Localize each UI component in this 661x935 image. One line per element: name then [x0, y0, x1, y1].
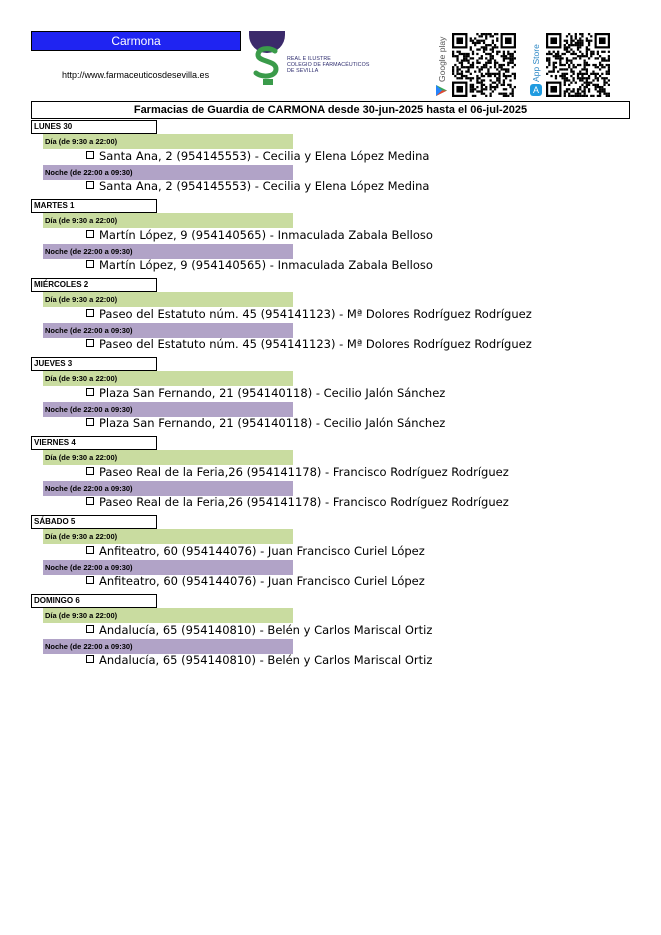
college-name	[287, 56, 369, 74]
pharmacy-text: Paseo del Estatuto núm. 45 (954141123) - Mª Dolores Rodríguez Rodríguez	[99, 307, 532, 321]
day-shift-bar: Día (de 9:30 a 22:00)	[43, 529, 293, 544]
pharmacy-text: Anfiteatro, 60 (954144076) - Juan Francisco Curiel López	[99, 544, 425, 558]
town-banner: Carmona	[31, 31, 241, 51]
day-shift-bar: Día (de 9:30 a 22:00)	[43, 450, 293, 465]
pharmacy-entry	[86, 574, 425, 588]
bullet-icon	[86, 151, 94, 159]
pharmacy-entry	[86, 386, 445, 400]
bullet-icon	[86, 576, 94, 584]
night-shift-bar: Noche (de 22:00 a 09:30)	[43, 402, 293, 417]
schedule-list	[31, 118, 631, 671]
google-play-label: Google play	[437, 36, 447, 82]
day-block	[31, 276, 631, 355]
app-store-icon[interactable]: A	[530, 84, 542, 96]
day-label: SÁBADO 5	[31, 515, 157, 529]
night-shift-bar: Noche (de 22:00 a 09:30)	[43, 323, 293, 338]
bullet-icon	[86, 546, 94, 554]
bullet-icon	[86, 655, 94, 663]
pharmacy-entry	[86, 307, 532, 321]
night-shift-bar: Noche (de 22:00 a 09:30)	[43, 244, 293, 259]
night-shift-bar: Noche (de 22:00 a 09:30)	[43, 481, 293, 496]
college-name-line: REAL E ILUSTRE	[287, 56, 331, 62]
pharmacy-entry	[86, 416, 445, 430]
pharmacy-text: Plaza San Fernando, 21 (954140118) - Cecilio Jalón Sánchez	[99, 386, 446, 400]
pharmacy-entry	[86, 149, 429, 163]
day-block	[31, 434, 631, 513]
pharmacy-entry	[86, 623, 432, 637]
day-block	[31, 197, 631, 276]
pharmacy-text: Andalucía, 65 (954140810) - Belén y Carlos Mariscal Ortiz	[99, 623, 433, 637]
day-shift-bar: Día (de 9:30 a 22:00)	[43, 292, 293, 307]
page-title: Farmacias de Guardia de CARMONA desde 30-jun-2025 hasta el 06-jul-2025	[31, 101, 630, 119]
pharmacy-entry	[86, 258, 433, 272]
college-logo	[249, 31, 287, 87]
bullet-icon	[86, 497, 94, 505]
bullet-icon	[86, 625, 94, 633]
app-store-qr-code[interactable]	[546, 33, 610, 97]
day-shift-bar: Día (de 9:30 a 22:00)	[43, 134, 293, 149]
day-label: JUEVES 3	[31, 357, 157, 371]
bullet-icon	[86, 388, 94, 396]
night-shift-bar: Noche (de 22:00 a 09:30)	[43, 560, 293, 575]
pharmacy-text: Plaza San Fernando, 21 (954140118) - Cecilio Jalón Sánchez	[99, 416, 446, 430]
day-label: DOMINGO 6	[31, 594, 157, 608]
google-play-qr-code[interactable]	[452, 33, 516, 97]
college-name-line: DE SEVILLA	[287, 68, 319, 74]
pharmacy-entry	[86, 228, 433, 242]
bullet-icon	[86, 260, 94, 268]
pharmacy-text: Paseo del Estatuto núm. 45 (954141123) - Mª Dolores Rodríguez Rodríguez	[99, 337, 532, 351]
night-shift-bar: Noche (de 22:00 a 09:30)	[43, 165, 293, 180]
pharmacy-entry	[86, 653, 432, 667]
bullet-icon	[86, 339, 94, 347]
bullet-icon	[86, 309, 94, 317]
pharmacy-text: Andalucía, 65 (954140810) - Belén y Carlos Mariscal Ortiz	[99, 653, 433, 667]
day-label: MIÉRCOLES 2	[31, 278, 157, 292]
college-name-line: COLEGIO DE FARMACÉUTICOS	[287, 62, 370, 68]
day-block	[31, 118, 631, 197]
app-store-label: App Store	[531, 44, 541, 82]
pharmacy-entry	[86, 465, 509, 479]
pharmacy-entry	[86, 544, 425, 558]
day-shift-bar: Día (de 9:30 a 22:00)	[43, 608, 293, 623]
pharmacy-text: Santa Ana, 2 (954145553) - Cecilia y Elena López Medina	[99, 149, 430, 163]
pharmacy-entry	[86, 495, 509, 509]
bullet-icon	[86, 230, 94, 238]
day-block	[31, 513, 631, 592]
google-play-icon[interactable]	[435, 84, 448, 97]
night-shift-bar: Noche (de 22:00 a 09:30)	[43, 639, 293, 654]
pharmacy-text: Paseo Real de la Feria,26 (954141178) - Francisco Rodríguez Rodríguez	[99, 465, 509, 479]
day-shift-bar: Día (de 9:30 a 22:00)	[43, 213, 293, 228]
day-shift-bar: Día (de 9:30 a 22:00)	[43, 371, 293, 386]
pharmacy-text: Anfiteatro, 60 (954144076) - Juan Francisco Curiel López	[99, 574, 425, 588]
day-label: VIERNES 4	[31, 436, 157, 450]
pharmacy-entry	[86, 337, 532, 351]
pharmacy-text: Martín López, 9 (954140565) - Inmaculada Zabala Belloso	[99, 228, 433, 242]
pharmacy-entry	[86, 179, 429, 193]
website-link[interactable]: http://www.farmaceuticosdesevilla.es	[62, 70, 210, 80]
pharmacy-text: Martín López, 9 (954140565) - Inmaculada Zabala Belloso	[99, 258, 433, 272]
bullet-icon	[86, 181, 94, 189]
pharmacy-text: Santa Ana, 2 (954145553) - Cecilia y Elena López Medina	[99, 179, 430, 193]
bullet-icon	[86, 467, 94, 475]
day-label: MARTES 1	[31, 199, 157, 213]
day-block	[31, 355, 631, 434]
bullet-icon	[86, 418, 94, 426]
pharmacy-text: Paseo Real de la Feria,26 (954141178) - Francisco Rodríguez Rodríguez	[99, 495, 509, 509]
day-label: LUNES 30	[31, 120, 157, 134]
day-block	[31, 592, 631, 671]
